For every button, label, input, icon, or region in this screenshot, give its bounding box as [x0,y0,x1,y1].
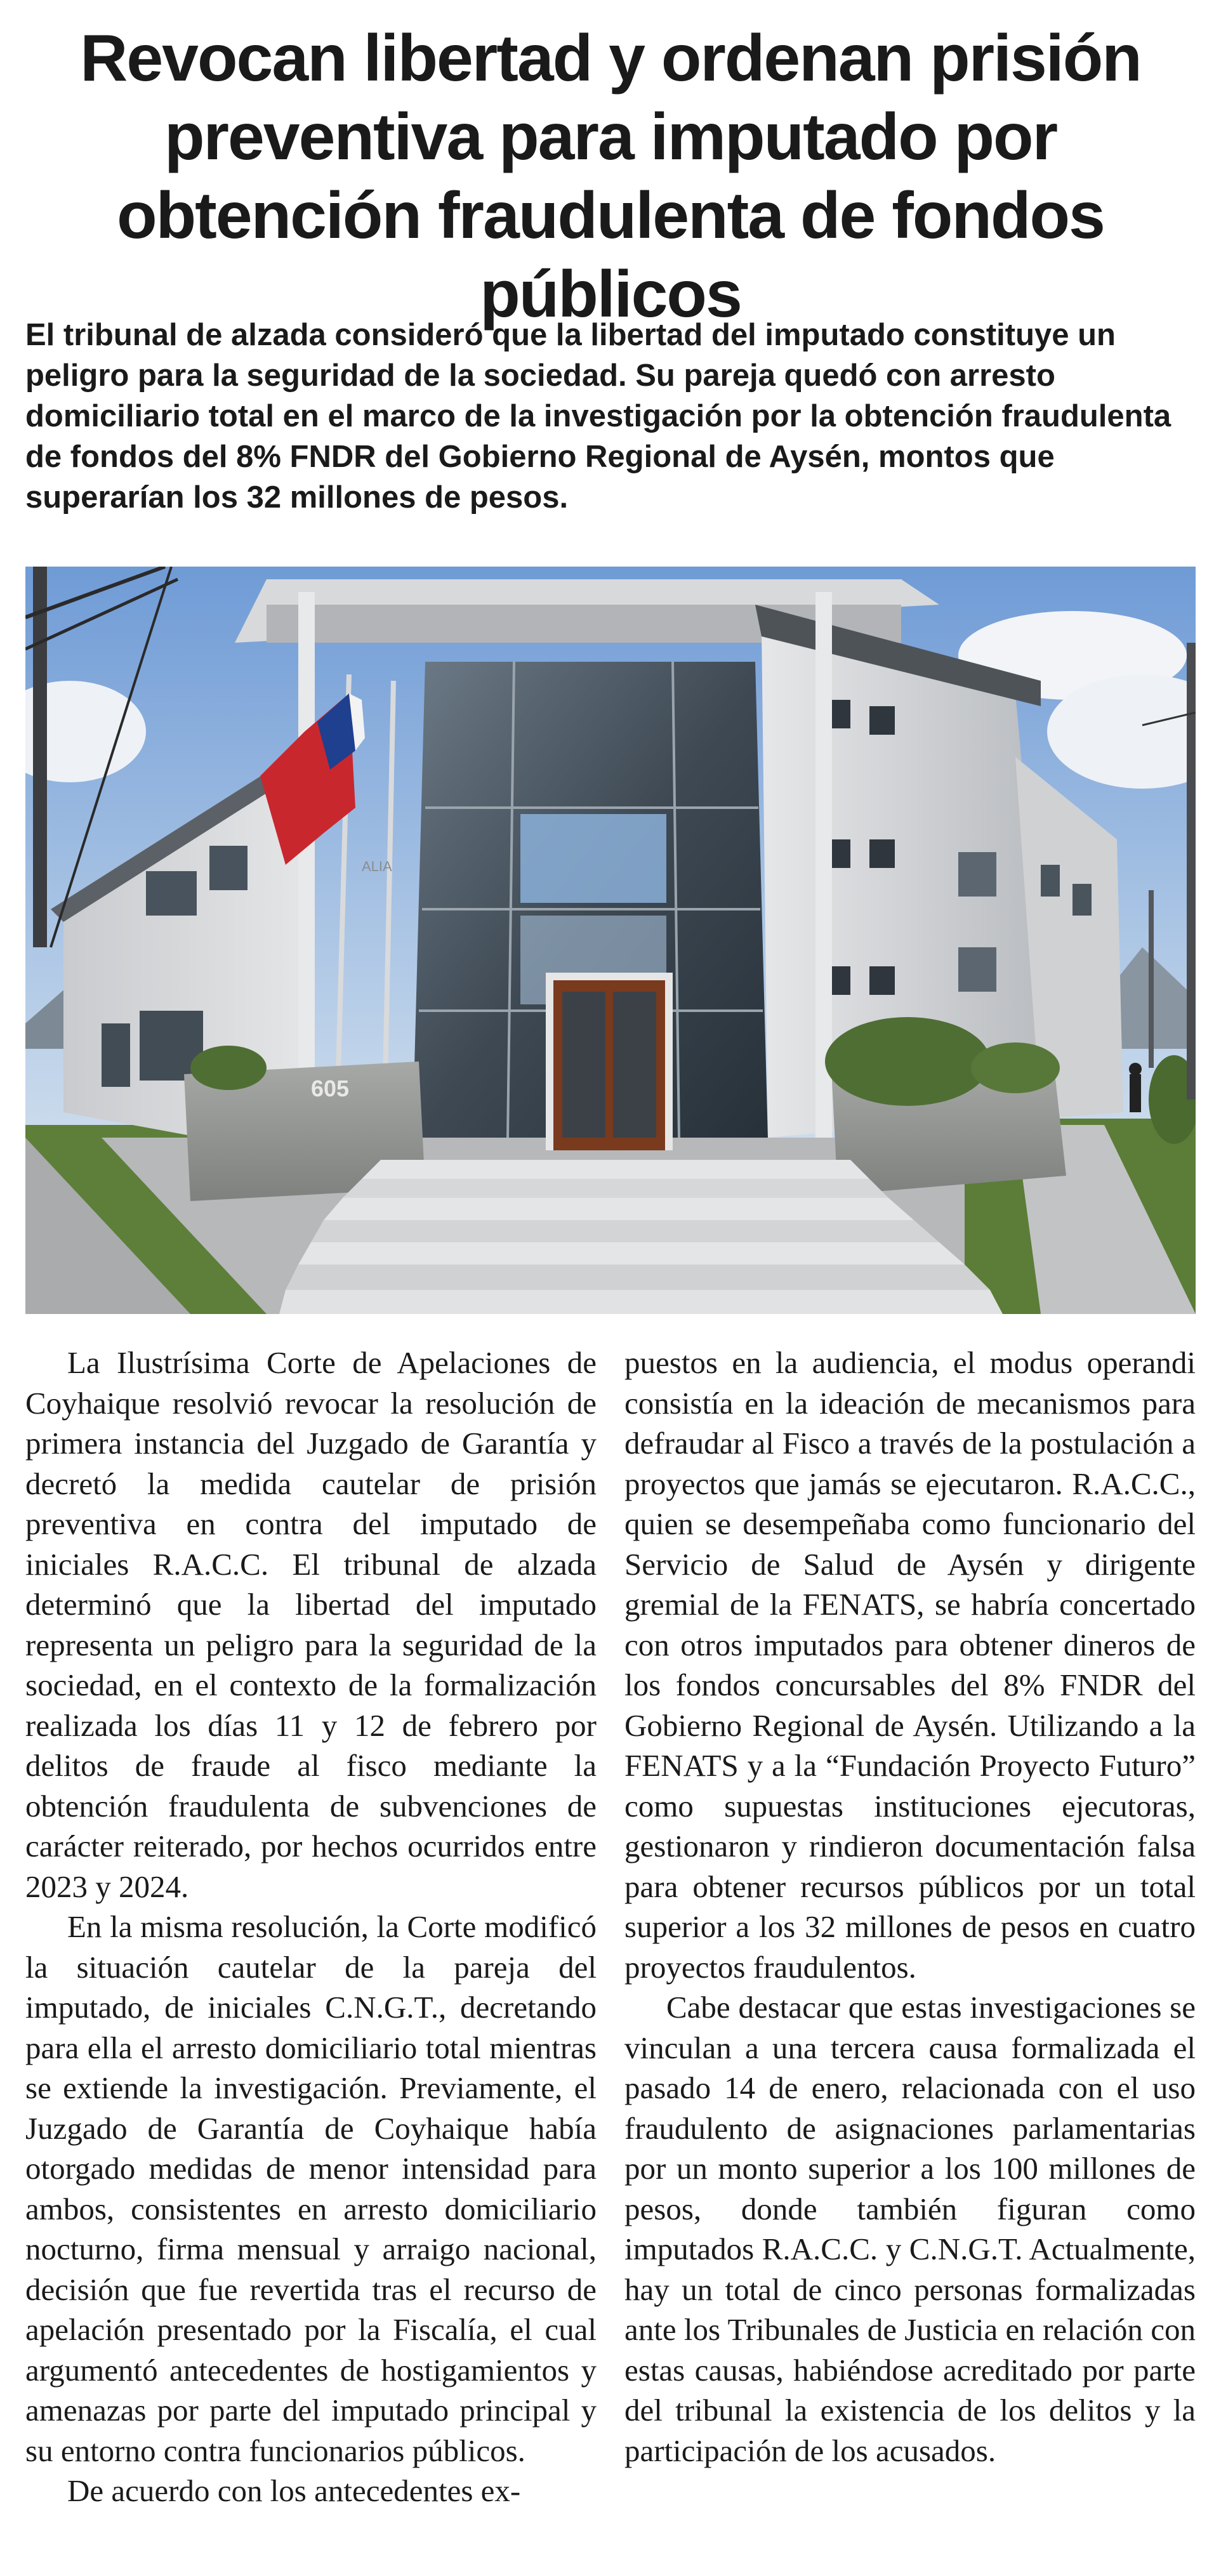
window [958,852,996,897]
utility-pole [1187,643,1196,1100]
article-headline: Revocan libertad y ordenan prisión preventiva para imputado por obtención fraudulenta de fondos públicos [80,22,1141,331]
window [869,966,895,995]
article-body-column-left [25,1343,597,2511]
pedestrian [1130,1074,1141,1112]
body-paragraph: De acuerdo con los antecedentes ex- [67,2473,521,2508]
hedge [825,1017,990,1106]
window [869,706,895,735]
utility-pole [33,567,47,947]
window [869,839,895,868]
body-paragraph: Cabe destacar que estas investigaciones se vinculan a una tercera causa formalizada el pasado 14 de enero, relacionada con el uso fraudulento de asignaciones parlamentarias por un monto superior a los 100 millones de pesos, donde también figuran como imputados R.A.C.C. y C.N.G.T. Actualmente, hay un total de cinco personas formalizadas ante los Tribunales de Justicia en relación con estas causas, habiéndose acreditado por parte del tribunal la existencia de los delitos y la participación de los acusados. [624,1990,1196,2468]
body-paragraph-continued: puestos en la audiencia, el modus operandi consistía en la ideación de mecanismos para defraudar al Fisco a través de la postulación a proyectos que jamás se ejecutaron. R.A.C.C., quien se desempeñaba como funcionario del Servicio de Salud de Aysén y dirigente gremial de la FENATS, se habría concertado con otros imputados para obtener dineros de los fondos concursables del 8% FNDR del Gobierno Regional de Aysén. Utilizando a la FENATS y a la “Fundación Proyecto Futuro” como supuestas instituciones ejecutoras, gestionaron y rindieron documentación falsa para obtener recursos públicos por un total superior a los 32 millones de pesos en cuatro proyectos fraudulentos. [624,1345,1196,1985]
glass-reflection [520,814,666,903]
step [362,1160,869,1179]
body-paragraph: En la misma resolución, la Corte modificó la situación cautelar de la pareja del imputado, de iniciales C.N.G.T., decretando para ella el arresto domiciliario total mientras se extiende la investigación. Previamente, el Juzgado de Garantía de Coyhaique había otorgado medidas de menor intensidad para ambos, consistentes en arresto domiciliario nocturno, firma mensual y arraigo nacional, decisión que fue revertida tras el recurso de apelación presentado por la Fiscalía, el cual argumentó antecedentes de hostigamientos y amenazas por parte del imputado principal y su entorno contra funcionarios públicos. [25,1909,597,2468]
window [102,1023,130,1087]
window [958,947,996,992]
window [146,871,197,916]
hedge [190,1046,267,1090]
article-lead: El tribunal de alzada consideró que la libertad del imputado constituye un peligro para la seguridad de la sociedad. Su pareja quedó con arresto domiciliario total en el marco de la investigación por la obtención fraudulenta de fondos del 8% FNDR del Gobierno Regional de Aysén, montos que superarían los 32 millones de pesos. [25,318,1172,515]
article-photo [25,567,1196,1314]
window [209,846,248,890]
hedge [971,1042,1060,1093]
building-sign: ALIA [362,858,392,874]
column [298,592,315,1138]
article-body-column-right [624,1343,1196,2471]
body-paragraph: La Ilustrísima Corte de Apelaciones de Coyhaique resolvió revocar la resolución de primera instancia del Juzgado de Garantía y decretó la medida cautelar de prisión preventiva en contra del imputado de iniciales R.A.C.C. El tribunal de alzada determinó que la libertad del imputado representa un peligro para la seguridad de la sociedad, en el contexto de la formalización realizada los días 11 y 12 de febrero por delitos de fraude al fisco mediante la obtención fraudulenta de subvenciones de carácter reiterado, por hechos ocurridos entre 2023 y 2024. [25,1345,597,1904]
building-number: 605 [311,1075,350,1101]
